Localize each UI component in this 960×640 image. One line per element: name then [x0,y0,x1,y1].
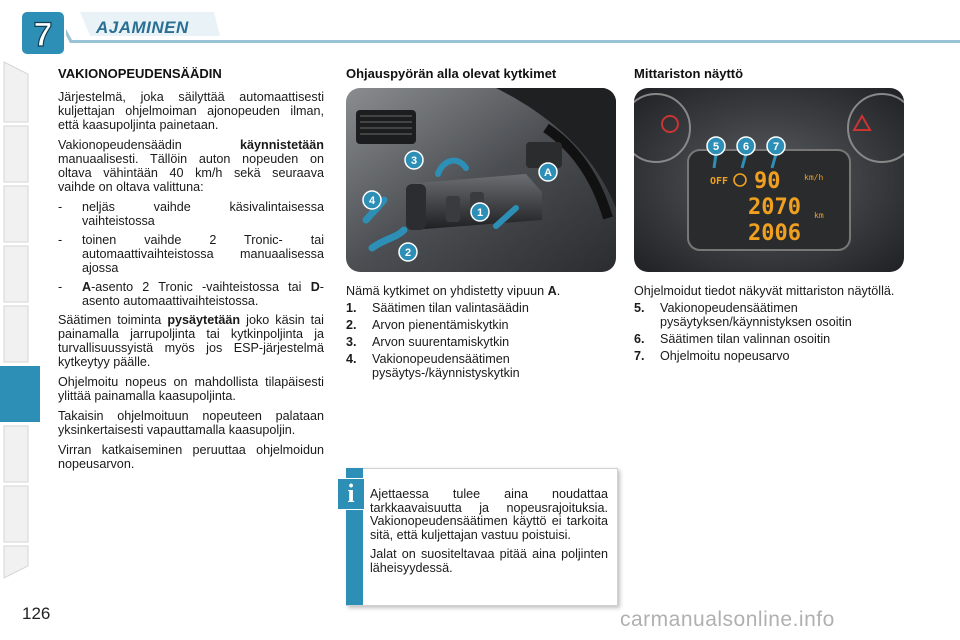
list-item: 1. Säätimen tilan valintasäädin [346,301,529,315]
photo-label-1: 1 [476,207,484,219]
photo-label-3: 3 [410,155,418,167]
display-odometer-trip: 2006 [748,221,801,246]
display-odometer-total: 2070 [748,195,801,220]
chapter-title: AJAMINEN [96,18,189,37]
paragraph: Virran katkaiseminen peruuttaa ohjelmoidun nopeusarvon. [58,443,324,471]
watermark: carmanualsonline.info [620,608,835,631]
photo-label-5: 5 [712,141,720,153]
display-programmed-speed: 90 [754,169,781,194]
list-item: - toinen vaihde 2 Tronic- tai automaattivaihteistossa manuaalisessa ajossa [58,233,324,275]
list-item: - neljäs vaihde käsivalintaisessa vaihteistossa [58,200,324,228]
section-title-cruise-control: VAKIONOPEUDENSÄÄDIN [58,66,222,81]
list-item: 2. Arvon pienentämiskytkin [346,318,509,332]
steering-switches-photo [346,88,616,272]
column-cruise-control [58,90,324,477]
list-item: 5. Vakionopeudensäätimen pysäytyksen/käynnistyksen osoitin [634,301,852,329]
paragraph: Järjestelmä, joka säilyttää automaattisesti kuljettajan ohjelmoiman ajonopeuden ilman, että kaasupoljinta painetaan. [58,90,324,132]
chapter-side-tabs [0,60,40,580]
photo-label-2: 2 [404,247,412,259]
info-icon: i [337,478,365,510]
info-box-text [370,488,608,581]
paragraph: Säätimen toiminta pysäytetään joko käsin tai painamalla jarrupoljinta tai kytkinpoljinta ja turvallisuussyistä myös jos ESP-järjestelmä kytkeytyy päälle. [58,313,324,369]
column-steering-switches [346,284,616,385]
page-number: 126 [22,604,51,623]
list-item: - A-asento 2 Tronic -vaihteistossa tai D-asento automaattivaihteistossa. [58,280,324,308]
paragraph: Vakionopeudensäädin käynnistetään manuaalisesti. Tällöin auton nopeuden on oltava vähintään 40 km/h sekä seuraava vaihde on oltava valittuna: [58,138,324,194]
chapter-number-badge [20,10,66,56]
photo-label-4: 4 [368,195,376,207]
display-off-indicator: OFF [710,176,729,187]
display-km-unit: km [814,211,824,220]
photo-label-6: 6 [742,141,750,153]
list-item: 4. Vakionopeudensäätimen pysäytys-/käynnistyskytkin [346,352,520,380]
section-title-steering-switches: Ohjauspyörän alla olevat kytkimet [346,66,557,81]
paragraph: Nämä kytkimet on yhdistetty vipuun A. [346,284,561,298]
photo-label-7: 7 [772,141,780,153]
chapter-number: 7 [33,16,53,54]
paragraph: Ohjelmoidut tiedot näkyvät mittariston näytöllä. [634,284,895,298]
photo-label-A: A [544,167,552,179]
instrument-display-photo [634,88,904,272]
list-item: 6. Säätimen tilan valinnan osoitin [634,332,831,346]
paragraph: Ohjelmoitu nopeus on mahdollista tilapäisesti ylittää painamalla kaasupoljinta. [58,375,324,403]
list-item: 7. Ohjelmoitu nopeusarvo [634,349,790,363]
section-title-instrument-display: Mittariston näyttö [634,66,744,81]
info-paragraph: Ajettaessa tulee aina noudattaa tarkkaavaisuutta ja nopeusrajoituksia. Vakionopeudensäätimen käyttö ei tarkoita sitä, että kuljettajan vastuu poistuisi. [370,487,608,542]
list-item: 3. Arvon suurentamiskytkin [346,335,510,349]
paragraph: Takaisin ohjelmoituun nopeuteen palataan yksinkertaisesti vapauttamalla kaasupoljin. [58,409,324,437]
info-paragraph: Jalat on suositeltavaa pitää aina poljinten läheisyydessä. [370,547,608,575]
column-instrument-display [634,284,904,368]
display-speed-unit: km/h [804,173,824,182]
